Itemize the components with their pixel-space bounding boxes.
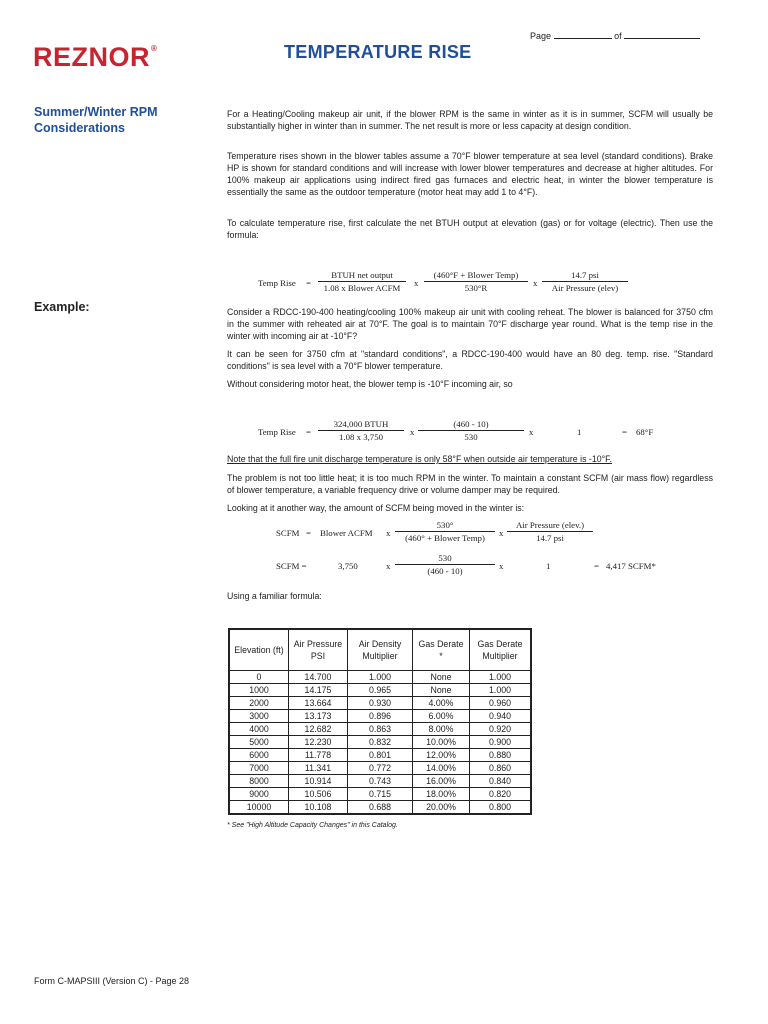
footnote: * See "High Altitude Capacity Changes" in this Catalog. [227,822,398,829]
table-cell: 1.000 [348,671,413,684]
altitude-table [228,628,532,815]
paragraph-10: Using a familiar formula: [227,591,322,601]
formula-temp-rise: Temp Rise = BTUH net output 1.08 x Blower ACFM x (460°F + Blower Temp) 530°R x 14.7 psi Air Pressure (elev) [0,0,768,1]
table-cell: 0.840 [470,775,532,788]
table-row [229,801,531,815]
table-row [229,775,531,788]
table-cell: 8000 [229,775,289,788]
reznor-logo: REZNOR® [33,42,158,72]
formula-scfm: SCFM = Blower ACFM x 530° (460° + Blower Temp) x Air Pressure (elev.) 14.7 psi [0,0,768,1]
table-cell: 0.715 [348,788,413,801]
table-cell: 9000 [229,788,289,801]
table-cell: 0.880 [470,749,532,762]
table-header: Gas Derate Multiplier [470,629,532,671]
table-cell: 13.664 [289,697,348,710]
table-cell: None [413,671,470,684]
table-cell: 6000 [229,749,289,762]
table-cell: None [413,684,470,697]
paragraph-9: Looking at it another way, the amount of SCFM being moved in the winter is: [227,503,525,513]
table-row [229,684,531,697]
paragraph-1: For a Heating/Cooling makeup air unit, if the blower RPM is the same in winter as it is in summer, SCFM will usually be substantially higher in winter than in summer. The net result is more or less capacity at design condition. [227,109,713,131]
table-cell: 1000 [229,684,289,697]
table-row [229,710,531,723]
table-row [229,736,531,749]
table-cell: 13.173 [289,710,348,723]
table-row [229,788,531,801]
page-title: TEMPERATURE RISE [284,42,472,62]
paragraph-3: To calculate temperature rise, first calculate the net BTUH output at elevation (gas) or for voltage (electric). Then use the formula: [227,218,713,240]
table-cell: 0.900 [470,736,532,749]
table-cell: 0.965 [348,684,413,697]
paragraph-8: The problem is not too little heat; it is too much RPM in the winter. To maintain a constant SCFM (air mass flow) regardless of blower temperature, a variable frequency drive or volume damper may be required. [227,473,713,495]
table-cell: 14.175 [289,684,348,697]
table-row [229,762,531,775]
table-cell: 0.688 [348,801,413,815]
table-cell: 1.000 [470,671,532,684]
table-cell: 18.00% [413,788,470,801]
table-cell: 10.914 [289,775,348,788]
table-cell: 12.00% [413,749,470,762]
paragraph-7: Note that the full fire unit discharge temperature is only 58°F when outside air temperature is -10°F. [227,454,613,464]
table-cell: 4000 [229,723,289,736]
table-cell: 14.700 [289,671,348,684]
formula-scfm-example: SCFM = 3,750 x 530 (460 - 10) x 1 = 4,417 SCFM* [276,553,656,576]
table-cell: 0 [229,671,289,684]
table-cell: 11.778 [289,749,348,762]
example-heading: Example: [34,300,90,314]
table-cell: 0.896 [348,710,413,723]
table-cell: 16.00% [413,775,470,788]
table-cell: 11.341 [289,762,348,775]
table-cell: 20.00% [413,801,470,815]
table-cell: 0.930 [348,697,413,710]
table-header-row [229,629,531,671]
table-cell: 0.743 [348,775,413,788]
table-header: Air Density Multiplier [348,629,413,671]
table-cell: 8.00% [413,723,470,736]
section-heading: Summer/Winter RPM Considerations [34,105,158,135]
table-row [229,697,531,710]
paragraph-2: Temperature rises shown in the blower tables assume a 70°F blower temperature at sea level (standard conditions). Brake HP is shown for standard conditions and will increase with lower blower temperatures and decrease at higher altitudes. For 100% makeup air applications using indirect fired gas furnaces and electric heat, in winter the blower temperature is essentially the same as the outdoor temperature (motor heat may add 1 to 4°F). [227,151,713,197]
table-cell: 0.940 [470,710,532,723]
table-header: Elevation (ft) [229,629,289,671]
page-footer: Form C-MAPSIII (Version C) - Page 28 [34,976,190,986]
table-cell: 0.860 [470,762,532,775]
table-header: Gas Derate * [413,629,470,671]
table-cell: 0.772 [348,762,413,775]
table-cell: 4.00% [413,697,470,710]
table-cell: 0.920 [470,723,532,736]
table-cell: 2000 [229,697,289,710]
table-cell: 0.800 [470,801,532,815]
table-row [229,723,531,736]
table-cell: 12.682 [289,723,348,736]
table-cell: 0.820 [470,788,532,801]
table-cell: 7000 [229,762,289,775]
table-cell: 14.00% [413,762,470,775]
page-number-field: Page of [530,30,700,41]
table-row [229,749,531,762]
table-cell: 0.832 [348,736,413,749]
table-cell: 1.000 [470,684,532,697]
table-cell: 6.00% [413,710,470,723]
table-cell: 10.108 [289,801,348,815]
table-header: Air Pressure PSI [289,629,348,671]
paragraph-4: Consider a RDCC-190-400 heating/cooling 100% makeup air unit with cooling reheat. The blower is balanced for 3750 cfm in the summer with reheated air at 70°F. The goal is to maintain 70°F discharge year round. What is the temp rise in the winter with incoming air at -10°F? [227,307,713,341]
table-cell: 0.863 [348,723,413,736]
table-cell: 3000 [229,710,289,723]
table-cell: 10000 [229,801,289,815]
table-cell: 12.230 [289,736,348,749]
paragraph-5: It can be seen for 3750 cfm at "standard conditions", a RDCC-190-400 would have an 80 deg. temp. rise. "Standard conditions" is sea level with a 70°F blower temperature. [227,349,713,371]
table-cell: 5000 [229,736,289,749]
formula-example: Temp Rise = 324,000 BTUH 1.08 x 3,750 x (460 - 10) 530 x 1 = 68°F [258,419,654,442]
table-row [229,671,531,684]
table-cell: 0.960 [470,697,532,710]
table-cell: 0.801 [348,749,413,762]
table-cell: 10.506 [289,788,348,801]
paragraph-6: Without considering motor heat, the blower temp is -10°F incoming air, so [227,379,513,389]
table-cell: 10.00% [413,736,470,749]
